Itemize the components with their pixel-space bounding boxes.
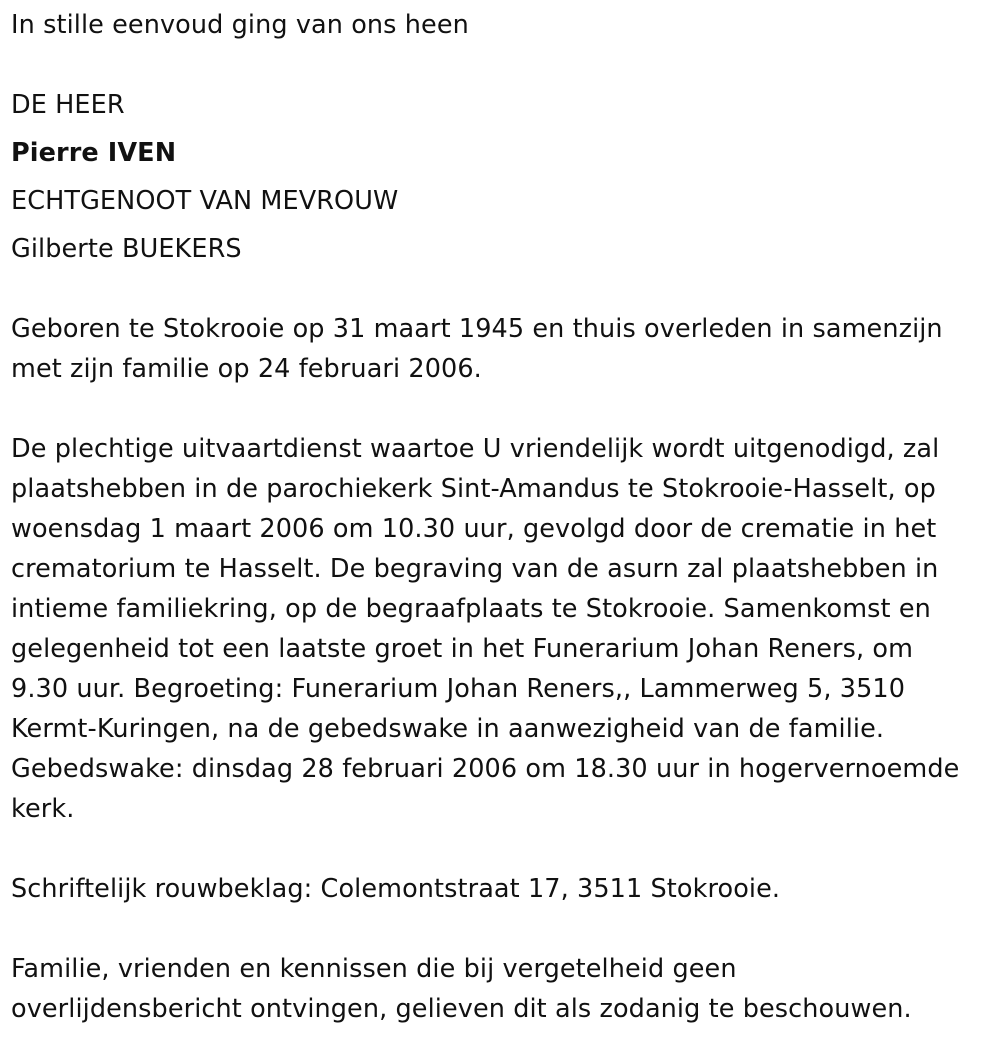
birth-line: Geboren te Stokrooie op 31 maart 1945 en thuis overleden in samenzijn xyxy=(11,314,943,344)
service-line: De plechtige uitvaartdienst waartoe U vriendelijk wordt uitgenodigd, zal xyxy=(11,434,940,464)
service-line: gelegenheid tot een laatste groet in het Funerarium Johan Reners, om xyxy=(11,634,914,664)
spouse-label: ECHTGENOOT VAN MEVROUW xyxy=(11,186,399,216)
funeral-service-paragraph xyxy=(11,429,996,829)
service-line: kerk. xyxy=(11,794,75,824)
closing-paragraph xyxy=(11,949,996,1029)
birth-death-paragraph xyxy=(11,309,996,389)
service-line: plaatshebben in de parochiekerk Sint-Amandus te Stokrooie-Hasselt, op xyxy=(11,474,936,504)
closing-line: overlijdensbericht ontvingen, gelieven dit als zodanig te beschouwen. xyxy=(11,994,912,1024)
service-line: woensdag 1 maart 2006 om 10.30 uur, gevolgd door de crematie in het xyxy=(11,514,937,544)
condolence-address: Schriftelijk rouwbeklag: Colemontstraat 17, 3511 Stokrooie. xyxy=(11,874,781,904)
service-line: intieme familiekring, op de begraafplaats te Stokrooie. Samenkomst en xyxy=(11,594,931,624)
service-line: 9.30 uur. Begroeting: Funerarium Johan Reners,, Lammerweg 5, 3510 xyxy=(11,674,906,704)
closing-line: Familie, vrienden en kennissen die bij vergetelheid geen xyxy=(11,954,737,984)
intro-line: In stille eenvoud ging van ons heen xyxy=(11,10,469,40)
service-line: crematorium te Hasselt. De begraving van de asurn zal plaatshebben in xyxy=(11,554,939,584)
birth-line: met zijn familie op 24 februari 2006. xyxy=(11,354,482,384)
service-line: Kermt-Kuringen, na de gebedswake in aanwezigheid van de familie. xyxy=(11,714,885,744)
honorific: DE HEER xyxy=(11,90,125,120)
service-line: Gebedswake: dinsdag 28 februari 2006 om 18.30 uur in hogervernoemde xyxy=(11,754,960,784)
deceased-name: Pierre IVEN xyxy=(11,138,177,168)
spouse-name: Gilberte BUEKERS xyxy=(11,234,242,264)
